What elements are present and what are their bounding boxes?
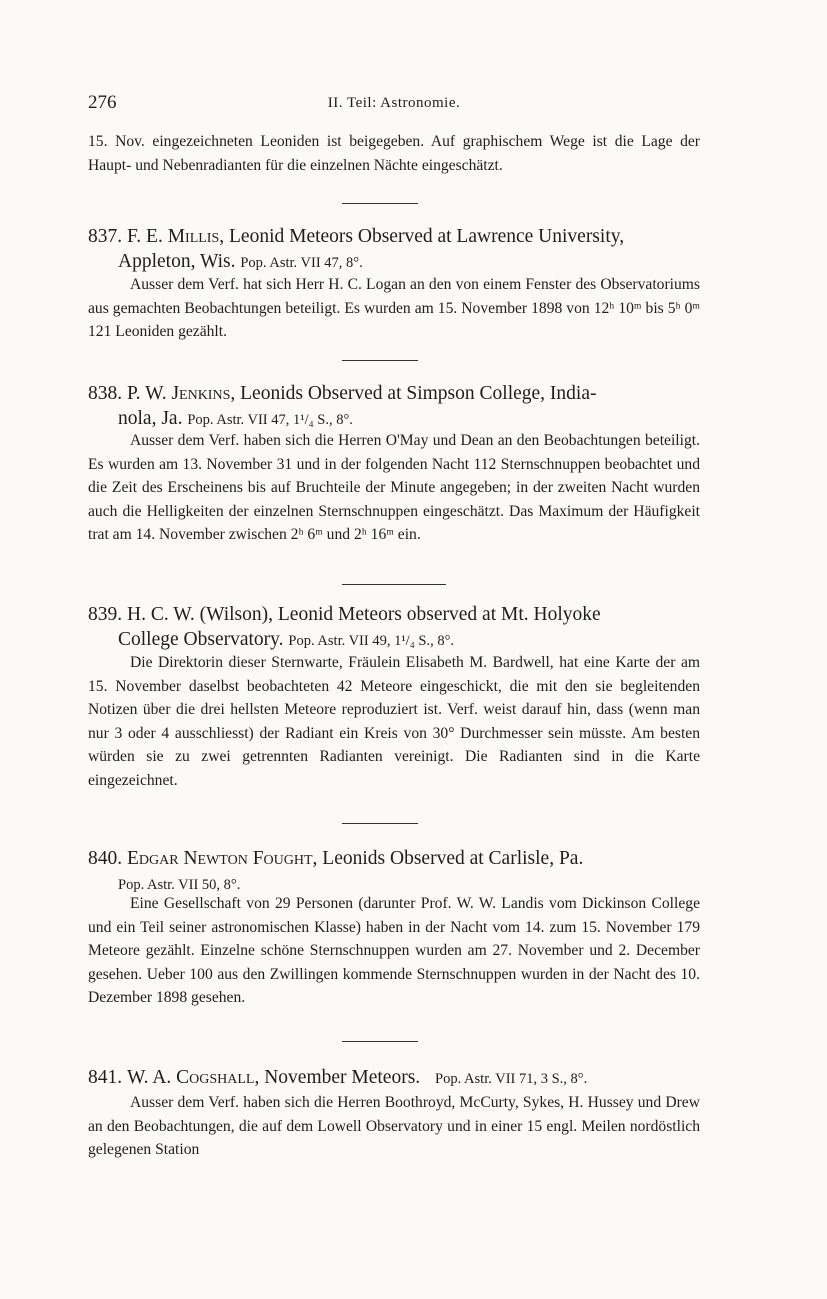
entry-reference: Pop. Astr. VII 71, 3 S., 8°.: [435, 1071, 588, 1087]
entry-author: Edgar Newton Fought,: [127, 848, 318, 869]
entry-number: 838.: [88, 383, 123, 404]
entry-838-heading: [88, 381, 700, 433]
separator-rule: [342, 823, 418, 824]
page-number: 276: [88, 92, 117, 113]
entry-reference: Pop. Astr. VII 49, 1¹/₄ S., 8°.: [288, 633, 455, 649]
entry-title-line1: Leonids Observed at Carlisle, Pa.: [322, 848, 584, 869]
entry-title-line1: Leonids Observed at Simpson College, India-: [240, 383, 597, 404]
entry-title-line2: College Observatory.: [118, 629, 284, 650]
entry-841-body: Ausser dem Verf. haben sich die Herren Boothroyd, McCurty, Sykes, H. Hussey und Drew an den Beobachtungen, die auf dem Lowell Observatory und in einer 15 engl. Meilen nordöstlich gelegenen Station: [88, 1094, 700, 1158]
entry-title-line1: Leonid Meteors observed at Mt. Holyoke: [277, 604, 601, 625]
entry-reference: Pop. Astr. VII 47, 8°.: [240, 255, 363, 271]
entry-840-body: Eine Gesellschaft von 29 Personen (darunter Prof. W. W. Landis vom Dickinson College und ein Teil seiner astronomischen Klasse) haben in der Nacht vom 14. zum 15. November 179 Meteore gezählt. Einzelne schöne Sternschnuppen wurden am 27. November und 2. December gesehen. Ueber 100 aus den Zwillingen kommende Sternschnuppen wurden in der Nacht des 10. Dezember 1898 gesehen.: [88, 895, 700, 1006]
running-title: II. Teil: Astronomie.: [327, 95, 461, 111]
entry-title-line2: nola, Ja.: [118, 408, 183, 429]
entry-839-body: Die Direktorin dieser Sternwarte, Fräulein Elisabeth M. Bardwell, hat eine Karte der am 15. November daselbst beobachteten 42 Meteore eingeschickt, die mit den sie begleitenden Notizen über die drei hellsten Meteore reproduziert ist. Verf. weist darauf hin, dass (wenn man nur 3 oder 4 ausschliesst) der Radiant ein Kreis von 30° Durchmesser sein müsste. Am besten würden sie zu zwei getrennten Radianten vereinigt. Die Radianten sind in die Karte eingezeichnet.: [88, 654, 700, 789]
running-header: [88, 92, 700, 116]
entry-title-line1: Leonid Meteors Observed at Lawrence University,: [229, 226, 625, 247]
entry-number: 840.: [88, 848, 123, 869]
separator-rule: [342, 1041, 418, 1042]
separator-rule: [342, 360, 418, 361]
entry-reference: Pop. Astr. VII 47, 1¹/₄ S., 8°.: [187, 412, 353, 428]
entry-841-heading: [88, 1065, 700, 1092]
entry-837-heading: [88, 224, 700, 276]
entry-reference: Pop. Astr. VII 50, 8°.: [118, 877, 241, 893]
entry-838-body: Ausser dem Verf. haben sich die Herren O'May und Dean an den Beobachtungen beteiligt. Es wurden am 13. November 31 und in der folgenden Nacht 112 Sternschnuppen beobachtet und die Zeit des Erscheinens bis auf Bruchteile der Minute angegeben; in der zweiten Nacht wurden auch die Helligkeiten der einzelnen Sternschnuppen eingeschätzt. Das Maximum der Häufigkeit trat am 14. November zwischen 2ʰ 6ᵐ und 2ʰ 16ᵐ ein.: [88, 432, 700, 543]
entry-author: H. C. W. (Wilson),: [127, 604, 274, 625]
entry-title-line2: Appleton, Wis.: [118, 251, 236, 272]
entry-author: P. W. Jenkins,: [127, 383, 236, 404]
entry-837-body: Ausser dem Verf. hat sich Herr H. C. Logan an den von einem Fenster des Observatoriums aus gemachten Beobachtungen beteiligt. Es wurden am 15. November 1898 von 12ʰ 10ᵐ bis 5ʰ 0ᵐ 121 Leoniden gezählt.: [88, 276, 700, 340]
separator-rule: [342, 584, 446, 585]
entry-number: 839.: [88, 604, 123, 625]
entry-839-heading: [88, 602, 700, 654]
intro-paragraph: 15. Nov. eingezeichneten Leoniden ist beigegeben. Auf graphischem Wege ist die Lage der Haupt- und Nebenradianten für die einzelnen Nächte eingeschätzt.: [88, 133, 700, 174]
entry-author: F. E. Millis,: [127, 226, 225, 247]
entry-840-heading: [88, 846, 700, 898]
entry-author: W. A. Cogshall,: [127, 1067, 260, 1088]
entry-number: 837.: [88, 226, 123, 247]
entry-title-line1: November Meteors.: [264, 1067, 421, 1088]
separator-rule: [342, 203, 418, 204]
entry-number: 841.: [88, 1067, 123, 1088]
